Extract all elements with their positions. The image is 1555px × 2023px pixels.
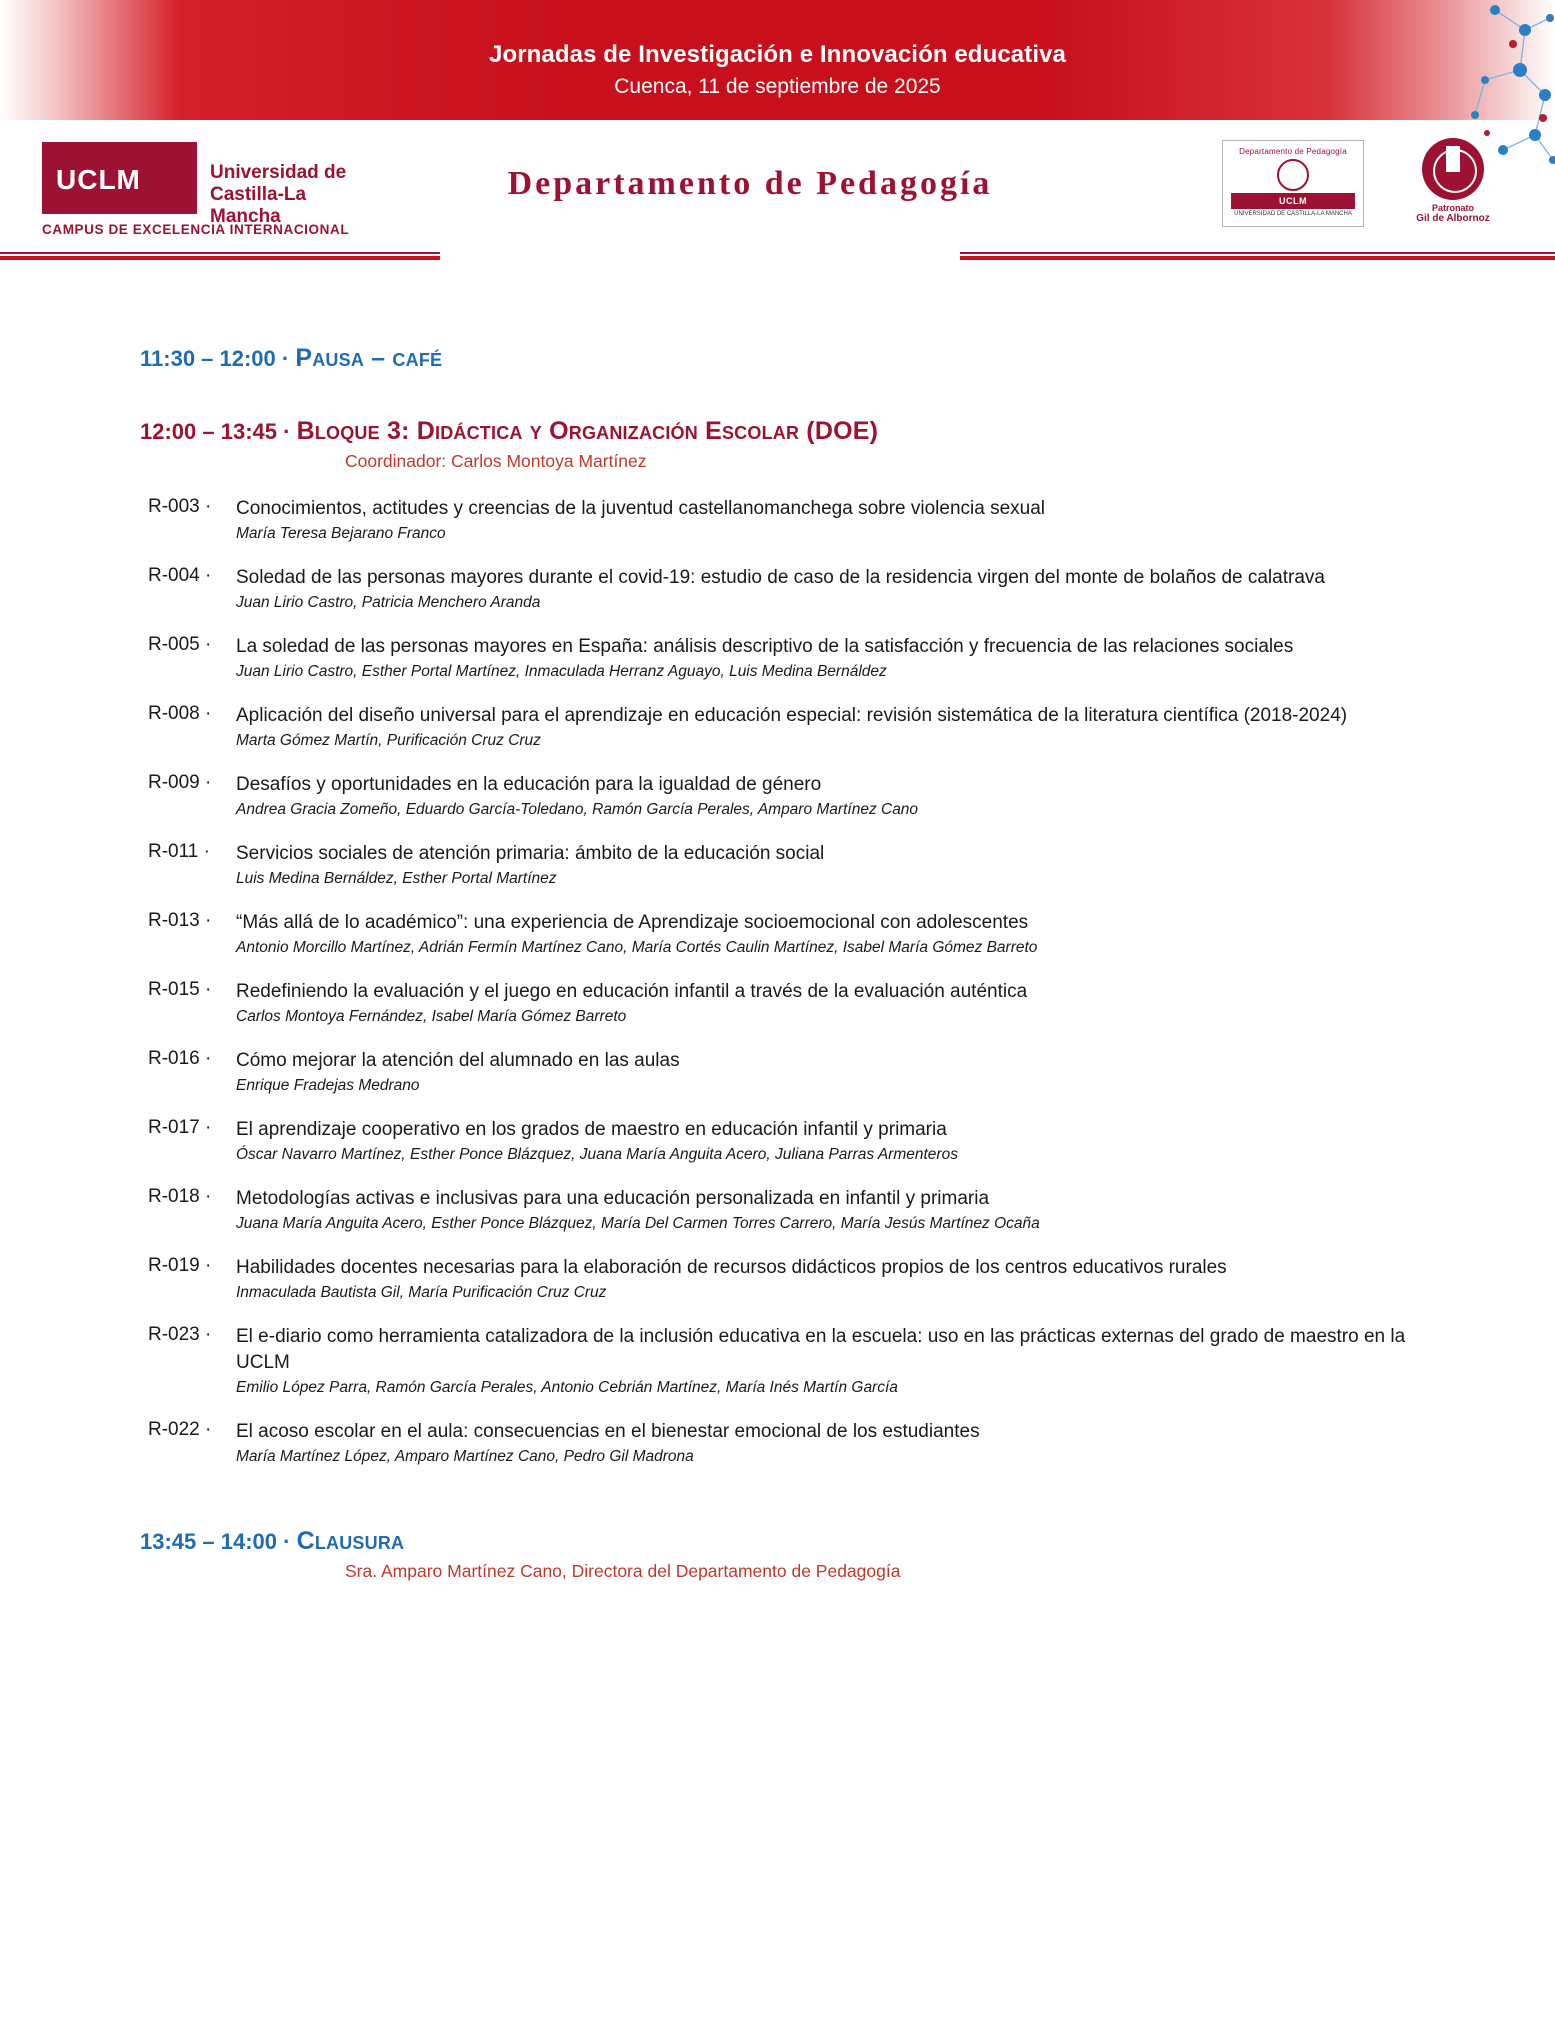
- paper-code: R-022 ·: [148, 1419, 212, 1440]
- paper-list: [140, 496, 1415, 1467]
- paper-title: Conocimientos, actitudes y creencias de la juventud castellanomanchega sobre violencia sexual: [236, 498, 1046, 519]
- paper-authors: Carlos Montoya Fernández, Isabel María Gómez Barreto: [236, 1008, 627, 1025]
- list-item: [140, 565, 1415, 613]
- session-closing: [140, 1527, 1415, 1582]
- paper-title: El e-diario como herramienta catalizadora de la inclusión educativa en la escuela: uso en las prácticas externas del grado de maestro en la UCLM: [236, 1326, 1406, 1373]
- paper-code: R-008 ·: [148, 703, 212, 724]
- uclm-campus-tagline: CAMPUS DE EXCELENCIA INTERNACIONAL: [42, 222, 350, 237]
- uclm-university-name: Universidad de Castilla-La Mancha: [210, 162, 347, 227]
- session-block3-name: Bloque 3: Didáctica y Organización Escolar (DOE): [296, 417, 879, 445]
- session-closing-heading: [140, 1527, 1415, 1556]
- paper-title: “Más allá de lo académico”: una experiencia de Aprendizaje socioemocional con adolescentes: [236, 912, 1029, 933]
- uclm-logo-box: [42, 142, 197, 214]
- paper-code: R-009 ·: [148, 772, 212, 793]
- paper-title: Desafíos y oportunidades en la educación para la igualdad de género: [236, 774, 822, 795]
- session-break-time: 11:30 – 12:00: [140, 346, 276, 371]
- paper-code: R-013 ·: [148, 910, 212, 931]
- paper-title: Cómo mejorar la atención del alumnado en las aulas: [236, 1050, 680, 1071]
- session-block3-separator: ·: [283, 419, 291, 444]
- list-item: [140, 1419, 1415, 1467]
- header-title-group: [0, 40, 1555, 102]
- header-divider-gap: [440, 250, 960, 260]
- event-subtitle: Cuenca, 11 de septiembre de 2025: [614, 75, 941, 98]
- paper-code: R-018 ·: [148, 1186, 212, 1207]
- department-logo-top-text: Departamento de Pedagogía: [1239, 147, 1347, 156]
- list-item: [140, 496, 1415, 544]
- paper-code: R-003 ·: [148, 496, 212, 517]
- session-closing-separator: ·: [283, 1529, 291, 1554]
- paper-authors: Inmaculada Bautista Gil, María Purificación Cruz Cruz: [236, 1284, 607, 1301]
- paper-code: R-016 ·: [148, 1048, 212, 1069]
- session-break: [140, 344, 1415, 373]
- gil-albornoz-line1: Patronato: [1431, 203, 1474, 213]
- paper-title: El aprendizaje cooperativo en los grados de maestro en educación infantil y primaria: [236, 1119, 947, 1140]
- event-title: Jornadas de Investigación e Innovación educativa: [489, 41, 1066, 68]
- uclm-logo: [42, 142, 372, 250]
- paper-title: Soledad de las personas mayores durante el covid-19: estudio de caso de la residencia virgen del monte de bolaños de calatrava: [236, 567, 1325, 588]
- paper-authors: Juana María Anguita Acero, Esther Ponce Blázquez, María Del Carmen Torres Carrero, María Jesús Martínez Ocaña: [236, 1215, 1040, 1232]
- paper-code: R-023 ·: [148, 1324, 212, 1345]
- uclm-wordmark: UCLM: [56, 164, 141, 195]
- document-header: [0, 0, 1555, 265]
- paper-title: Servicios sociales de atención primaria: ámbito de la educación social: [236, 843, 825, 864]
- department-logo-bottom-text: UNIVERSIDAD DE CASTILLA-LA MANCHA: [1234, 211, 1352, 217]
- list-item: [140, 979, 1415, 1027]
- programme-content: [0, 300, 1555, 1582]
- list-item: [140, 772, 1415, 820]
- session-break-name: Pausa – café: [295, 344, 443, 372]
- paper-authors: Enrique Fradejas Medrano: [236, 1077, 420, 1094]
- paper-title: La soledad de las personas mayores en España: análisis descriptivo de la satisfacción y frecuencia de las relaciones sociales: [236, 636, 1294, 657]
- paper-authors: Luis Medina Bernáldez, Esther Portal Martínez: [236, 870, 557, 887]
- paper-code: R-005 ·: [148, 634, 212, 655]
- paper-title: Redefiniendo la evaluación y el juego en educación infantil a través de la evaluación auténtica: [236, 981, 1028, 1002]
- list-item: [140, 910, 1415, 958]
- session-block3: [140, 417, 1415, 472]
- list-item: [140, 1255, 1415, 1303]
- paper-code: R-017 ·: [148, 1117, 212, 1138]
- session-block3-heading: [140, 417, 1415, 446]
- session-block3-time: 12:00 – 13:45: [140, 419, 277, 444]
- paper-authors: Antonio Morcillo Martínez, Adrián Fermín Martínez Cano, María Cortés Caulin Martínez, Isabel María Gómez Barreto: [236, 939, 1038, 956]
- list-item: [140, 841, 1415, 889]
- paper-code: R-004 ·: [148, 565, 212, 586]
- session-closing-speaker: Sra. Amparo Martínez Cano, Directora del Departamento de Pedagogía: [345, 1561, 901, 1581]
- department-logo-seal-icon: [1277, 159, 1309, 191]
- paper-authors: María Teresa Bejarano Franco: [236, 525, 446, 542]
- paper-code: R-019 ·: [148, 1255, 212, 1276]
- session-break-heading: [140, 344, 1415, 373]
- paper-title: Aplicación del diseño universal para el aprendizaje en educación especial: revisión sistemática de la literatura científica (2018-2024): [236, 705, 1348, 726]
- list-item: [140, 1117, 1415, 1165]
- session-block3-coordinator: Coordinador: Carlos Montoya Martínez: [345, 451, 647, 471]
- session-break-separator: ·: [281, 346, 290, 371]
- list-item: [140, 1186, 1415, 1234]
- session-closing-name: Clausura: [296, 1527, 405, 1555]
- department-title: Departamento de Pedagogía: [507, 165, 993, 202]
- paper-authors: Juan Lirio Castro, Patricia Menchero Aranda: [236, 594, 541, 611]
- list-item: [140, 634, 1415, 682]
- gil-albornoz-logo: [1398, 138, 1508, 230]
- session-closing-time: 13:45 – 14:00: [140, 1529, 277, 1554]
- gil-albornoz-seal-icon: [1422, 138, 1484, 200]
- paper-authors: Andrea Gracia Zomeño, Eduardo García-Toledano, Ramón García Perales, Amparo Martínez Cano: [236, 801, 919, 818]
- paper-authors: Óscar Navarro Martínez, Esther Ponce Blázquez, Juana María Anguita Acero, Juliana Parras Armenteros: [236, 1146, 958, 1163]
- department-logo: [1222, 140, 1364, 227]
- paper-title: Habilidades docentes necesarias para la elaboración de recursos didácticos propios de los centros educativos rurales: [236, 1257, 1227, 1278]
- gil-albornoz-line2: Gil de Albornoz: [1416, 213, 1490, 224]
- list-item: [140, 703, 1415, 751]
- department-logo-bar-text: UCLM: [1231, 193, 1355, 209]
- paper-authors: Emilio López Parra, Ramón García Perales, Antonio Cebrián Martínez, María Inés Martín García: [236, 1379, 898, 1396]
- paper-authors: María Martínez López, Amparo Martínez Cano, Pedro Gil Madrona: [236, 1448, 694, 1465]
- paper-authors: Juan Lirio Castro, Esther Portal Martínez, Inmaculada Herranz Aguayo, Luis Medina Bernáldez: [236, 663, 887, 680]
- paper-authors: Marta Gómez Martín, Purificación Cruz Cruz: [236, 732, 541, 749]
- paper-code: R-011 ·: [148, 841, 210, 862]
- paper-title: Metodologías activas e inclusivas para una educación personalizada en infantil y primaria: [236, 1188, 990, 1209]
- paper-title: El acoso escolar en el aula: consecuencias en el bienestar emocional de los estudiantes: [236, 1421, 980, 1442]
- paper-code: R-015 ·: [148, 979, 212, 1000]
- list-item: [140, 1048, 1415, 1096]
- list-item: [140, 1324, 1415, 1398]
